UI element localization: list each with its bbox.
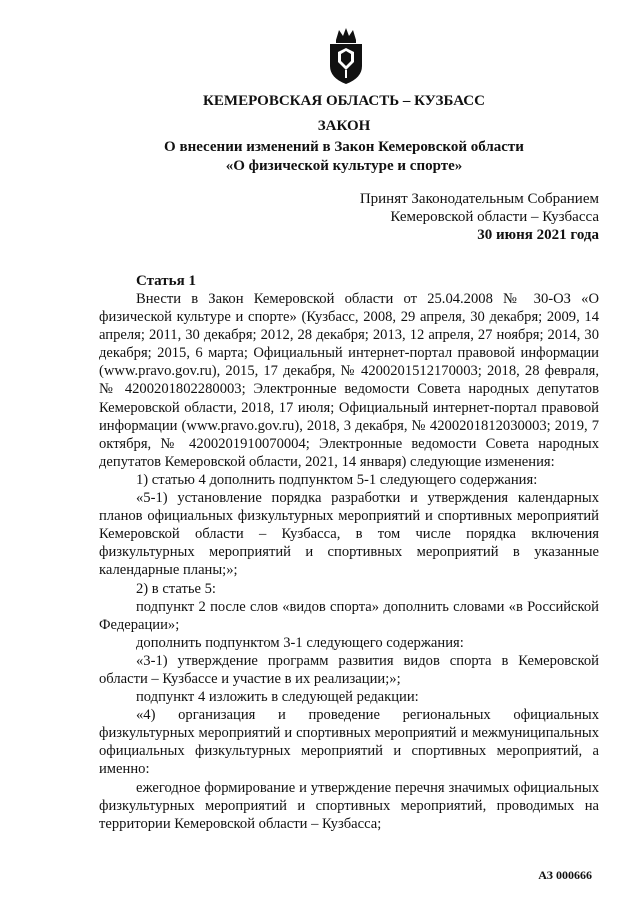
paragraph: 1) статью 4 дополнить подпунктом 5-1 следующего содержания: <box>136 471 538 488</box>
paragraph: «3-1) утверждение программ развития видов спорта в Кемеровской области – Кузбассе и участие в их реализации;»; <box>99 652 599 687</box>
law-title-line-2: «О физической культуре и спорте» <box>225 158 463 174</box>
paragraph: подпункт 4 изложить в следующей редакции: <box>136 689 419 706</box>
paragraph: «5-1) установление порядка разработки и утверждения календарных планов официальных физкультурных мероприятий и спортивных мероприятий Кемеровской области – Кузбасса, в том числе порядка включения физкультурных мероприятий и спортивных мероприятий в указанные календарные планы;»; <box>99 490 599 579</box>
page-serial-code: АЗ 000666 <box>538 868 592 882</box>
article-title: Статья 1 <box>136 273 196 289</box>
document-type: ЗАКОН <box>317 118 371 134</box>
adoption-line-1: Принят Законодательным Собранием <box>359 191 599 207</box>
paragraph: дополнить подпунктом 3-1 следующего содержания: <box>136 634 464 651</box>
region-heading: КЕМЕРОВСКАЯ ОБЛАСТЬ – КУЗБАСС <box>203 93 485 109</box>
paragraph: ежегодное формирование и утверждение перечня значимых официальных физкультурных мероприятий и спортивных мероприятий, проводимых на территории Кемеровской области – Кузбасса; <box>99 779 599 832</box>
paragraph: подпункт 2 после слов «видов спорта» дополнить словами «в Российской Федерации»; <box>99 598 599 633</box>
adoption-date: 30 июня 2021 года <box>477 227 599 243</box>
law-title-line-1: О внесении изменений в Закон Кемеровской области <box>164 139 524 155</box>
adoption-block <box>360 190 599 244</box>
adoption-line-2: Кемеровской области – Кузбасса <box>390 209 599 225</box>
paragraph: Внести в Закон Кемеровской области от 25.04.2008 № 30-ОЗ «О физической культуре и спорте» (Кузбасс, 2008, 29 апреля, 30 декабря; 2009, 14 апреля; 2011, 30 декабря; 2012, 28 декабря; 2013, 12 апреля, 27 ноября; 2014, 30 декабря; 2015, 6 марта; Официальный интернет-портал правовой информации (www.pravo.gov.ru), 2015, 17 декабря, № 4200201512170003; 2018, 28 февраля, № 4200201802280003; Электронные ведомости Совета народных депутатов Кемеровской области, 2018, 17 июля; Официальный интернет-портал правовой информации (www.pravo.gov.ru), 2018, 3 декабря, № 4200201812030003; 2019, 7 октября, № 4200201910070004; Электронные ведомости Совета народных депутатов Кемеровской области, 2021, 14 января) следующие изменения: <box>99 291 599 470</box>
paragraph: «4) организация и проведение региональных официальных физкультурных мероприятий и спортивных мероприятий и межмуниципальных официальных физкультурных мероприятий и спортивных мероприятий, а именно: <box>99 707 599 778</box>
paragraph: 2) в статье 5: <box>136 580 216 597</box>
coat-of-arms-emblem <box>324 26 368 86</box>
article-body <box>99 290 599 833</box>
